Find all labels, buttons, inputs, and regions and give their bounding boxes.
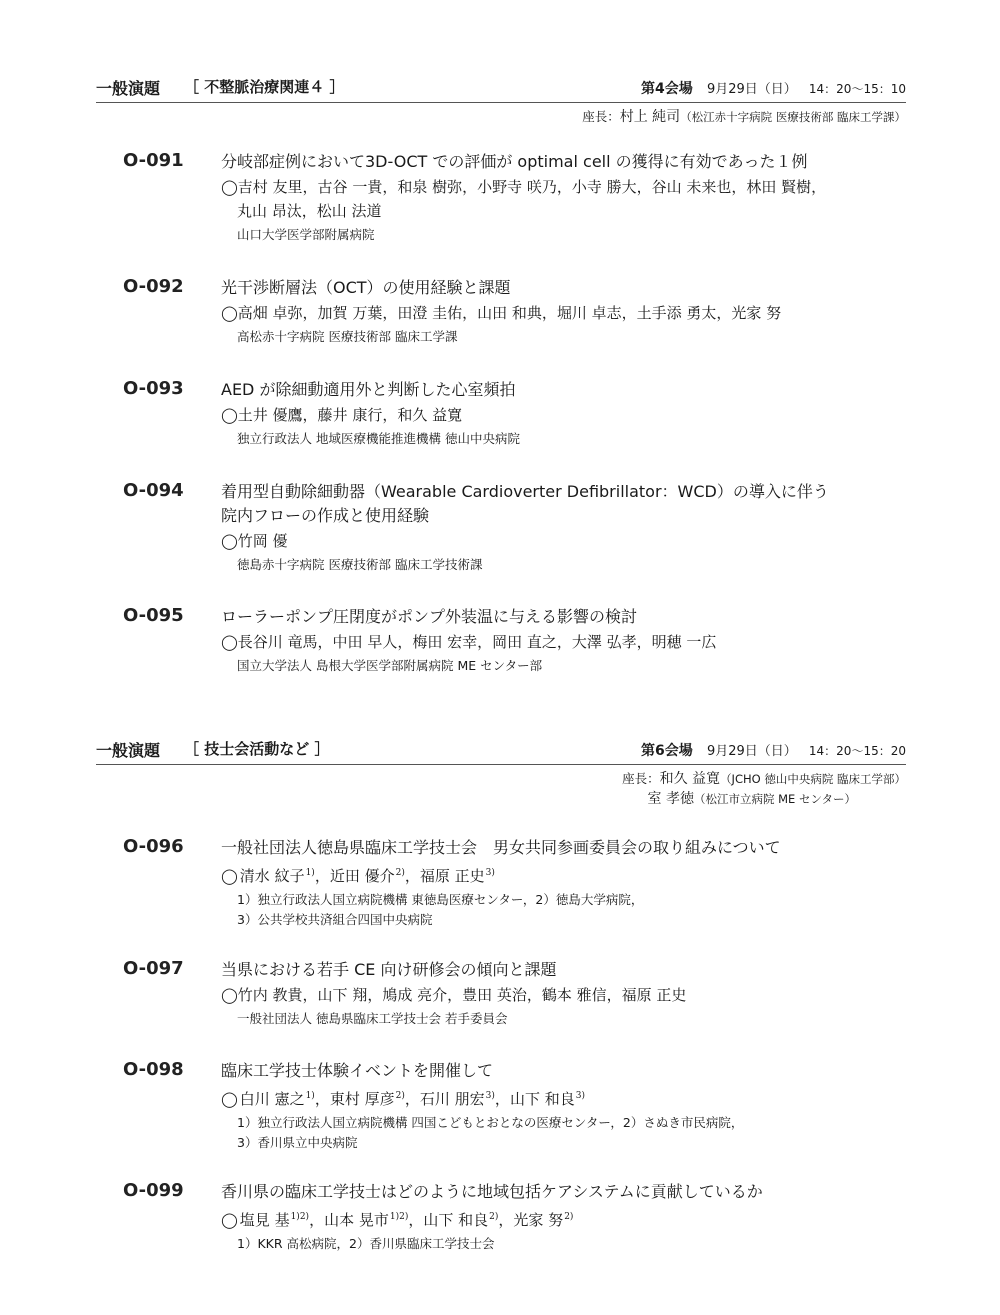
session-header: [96, 736, 906, 765]
author-sup: 2): [395, 1091, 405, 1101]
presentation-o-097: [123, 958, 913, 1029]
presentation-id: O-091: [123, 150, 184, 171]
session-date: 9月29日（日）: [706, 744, 797, 759]
presentation-o-092: [123, 276, 913, 347]
author-line: ◯土井 優鷹，藤井 康行，和久 益寛: [221, 406, 463, 424]
session-date: 9月29日（日）: [706, 82, 797, 97]
session-chairs: [96, 107, 906, 127]
presentation-authors: ◯ 清水 紋子$^{1)}$，近田 優介$^{2)}$，福原 正史$^{3)}$: [221, 867, 495, 885]
author-name: 塩見 基: [239, 1211, 290, 1229]
author-sup: 1): [305, 868, 315, 878]
session-topic: ［ 不整脈治療関連４ ］: [184, 78, 345, 96]
presentation-o-096: [123, 836, 913, 930]
author-sup: 1): [305, 1091, 315, 1101]
presentation-title: AED が除細動適用外と判断した心室頻拍: [221, 380, 516, 399]
author-name: 近田 優介: [329, 867, 395, 885]
author-name: 山下 和良: [423, 1211, 489, 1229]
presentation-id: O-093: [123, 378, 184, 399]
presentation-affiliation: 山口大学医学部附属病院: [237, 227, 375, 242]
presentation-affiliation: 1）KKR 高松病院，2）香川県臨床工学技士会: [237, 1236, 495, 1251]
presentation-id: O-098: [123, 1059, 184, 1080]
presenter-mark: ◯: [221, 867, 238, 885]
presentation-o-098: [123, 1059, 913, 1153]
affiliation-line: 1）独立行政法人国立病院機構 東徳島医療センター，2）徳島大学病院，: [237, 892, 644, 907]
presenter-mark: ◯: [221, 1090, 238, 1108]
session-category: 一般演題: [96, 79, 161, 98]
session-room: 第6会場: [641, 743, 693, 759]
presentation-affiliation: 高松赤十字病院 医療技術部 臨床工学課: [237, 329, 458, 344]
author-sup: 1)2): [290, 1212, 310, 1222]
affiliation-line: 3）公共学校共済組合四国中央病院: [237, 912, 433, 927]
author-name: 山下 和良: [509, 1090, 575, 1108]
session-time: 14：20～15：20: [808, 744, 906, 758]
session-category: 一般演題: [96, 741, 161, 760]
session-room: 第4会場: [641, 81, 693, 97]
author-line: ◯長谷川 竜馬，中田 早人，梅田 宏幸，岡田 直之，大澤 弘孝，明穂 一広: [221, 633, 717, 651]
chair-name: 村上 純司: [619, 109, 681, 125]
chair: [96, 769, 906, 789]
author-name: 石川 朋宏: [419, 1090, 485, 1108]
presentation-affiliation: 一般社団法人 徳島県臨床工学技士会 若手委員会: [237, 1011, 508, 1026]
session-time: 14：20～15：10: [808, 82, 906, 96]
presentation-title-cont: 院内フローの作成と使用経験: [221, 506, 430, 525]
author-name: 清水 紋子: [239, 867, 305, 885]
presentation-affiliation: [237, 1113, 913, 1153]
presentation-authors: ◯ 塩見 基$^{1)2)}$，山本 晃市$^{1)2)}$，山下 和良$^{2)}$，光家 努$^{2)}$: [221, 1211, 574, 1229]
author-sup: 2): [564, 1212, 574, 1222]
chair: [96, 107, 906, 127]
chair-name: 和久 益寛: [659, 771, 721, 787]
presentation-o-093: [123, 378, 913, 449]
presentation-title: ローラーポンプ圧閉度がポンプ外装温に与える影響の検討: [221, 607, 638, 626]
presentation-affiliation: [237, 890, 913, 930]
presentation-title: 香川県の臨床工学技士はどのように地域包括ケアシステムに貢献しているか: [221, 1182, 763, 1201]
author-sup: 2): [489, 1212, 499, 1222]
presentation-title: 分岐部症例において3D-OCT での評価が optimal cell の獲得に有効であった１例: [221, 152, 808, 171]
author-line: ◯吉村 友里，古谷 一貴，和泉 樹弥，小野寺 咲乃，小寺 勝大，谷山 未来也，林田 賢樹，: [221, 178, 827, 196]
affiliation-line: 3）香川県立中央病院: [237, 1135, 358, 1150]
author-name: 福原 正史: [419, 867, 485, 885]
session-2: [96, 736, 906, 809]
session-meta: [641, 78, 906, 98]
presenter-mark: ◯: [221, 1211, 238, 1229]
author-name: 東村 厚彦: [329, 1090, 395, 1108]
author-name: 白川 憲之: [239, 1090, 305, 1108]
presentation-affiliation: 独立行政法人 地域医療機能推進機構 徳山中央病院: [237, 431, 520, 446]
presentation-title: 着用型自動除細動器（Wearable Cardioverter Defibrillator：WCD）の導入に伴う: [221, 482, 829, 501]
author-name: 山本 晃市: [324, 1211, 389, 1229]
presentation-affiliation: 国立大学法人 島根大学医学部附属病院 ME センター部: [237, 658, 543, 673]
author-sup: 3): [485, 1091, 495, 1101]
chair-affiliation: （松江赤十字病院 医療技術部 臨床工学課）: [680, 110, 906, 124]
session-topic: ［ 技士会活動など ］: [184, 740, 330, 758]
chair-label: 座長：: [622, 771, 660, 786]
presentation-id: O-092: [123, 276, 184, 297]
author-sup: 3): [485, 868, 495, 878]
presentation-title: 当県における若手 CE 向け研修会の傾向と課題: [221, 960, 557, 979]
presentation-id: O-096: [123, 836, 184, 857]
presentation-id: O-095: [123, 605, 184, 626]
presentation-id: O-099: [123, 1180, 184, 1201]
author-line: ◯竹岡 優: [221, 532, 288, 550]
chair-name: 室 孝徳: [647, 791, 694, 807]
presentation-title: 光干渉断層法（OCT）の使用経験と課題: [221, 278, 511, 297]
chair: [96, 789, 906, 809]
presentation-o-099: [123, 1180, 913, 1254]
session-1: [96, 74, 906, 127]
session-meta: [641, 740, 906, 760]
presentation-id: O-094: [123, 480, 184, 501]
author-sup: 3): [575, 1091, 585, 1101]
presentation-o-094: [123, 480, 913, 575]
session-header: [96, 74, 906, 103]
author-sup: 2): [395, 868, 405, 878]
affiliation-line: 1）独立行政法人国立病院機構 四国こどもとおとなの医療センター，2）さぬき市民病院，: [237, 1115, 744, 1130]
presentation-id: O-097: [123, 958, 184, 979]
presentation-authors: ◯ 白川 憲之$^{1)}$，東村 厚彦$^{2)}$，石川 朋宏$^{3)}$，山下 和良$^{3)}$: [221, 1090, 585, 1108]
chair-affiliation: （松江市立病院 ME センター）: [693, 792, 856, 806]
presentation-affiliation: 徳島赤十字病院 医療技術部 臨床工学技術課: [237, 557, 483, 572]
author-name: 光家 努: [513, 1211, 564, 1229]
presentation-o-095: [123, 605, 913, 676]
presentation-authors: [221, 175, 913, 223]
session-chairs: [96, 769, 906, 809]
presentation-title: 一般社団法人徳島県臨床工学技士会 男女共同参画委員会の取り組みについて: [221, 838, 781, 857]
chair-affiliation: （JCHO 徳山中央病院 臨床工学部）: [720, 772, 906, 786]
presentation-o-091: [123, 150, 913, 245]
chair-label: 座長：: [582, 109, 620, 124]
author-line: ◯高畑 卓弥，加賀 万葉，田澄 圭佑，山田 和典，堀川 卓志，土手添 勇太，光家 努: [221, 304, 782, 322]
author-line: ◯竹内 教貴，山下 翔，鳩成 亮介，豊田 英治，鶴本 雅信，福原 正史: [221, 986, 687, 1004]
presentation-title: 臨床工学技士体験イベントを開催して: [221, 1061, 494, 1080]
author-sup: 1)2): [389, 1212, 409, 1222]
author-line: 丸山 昂汰，松山 法道: [237, 202, 382, 220]
